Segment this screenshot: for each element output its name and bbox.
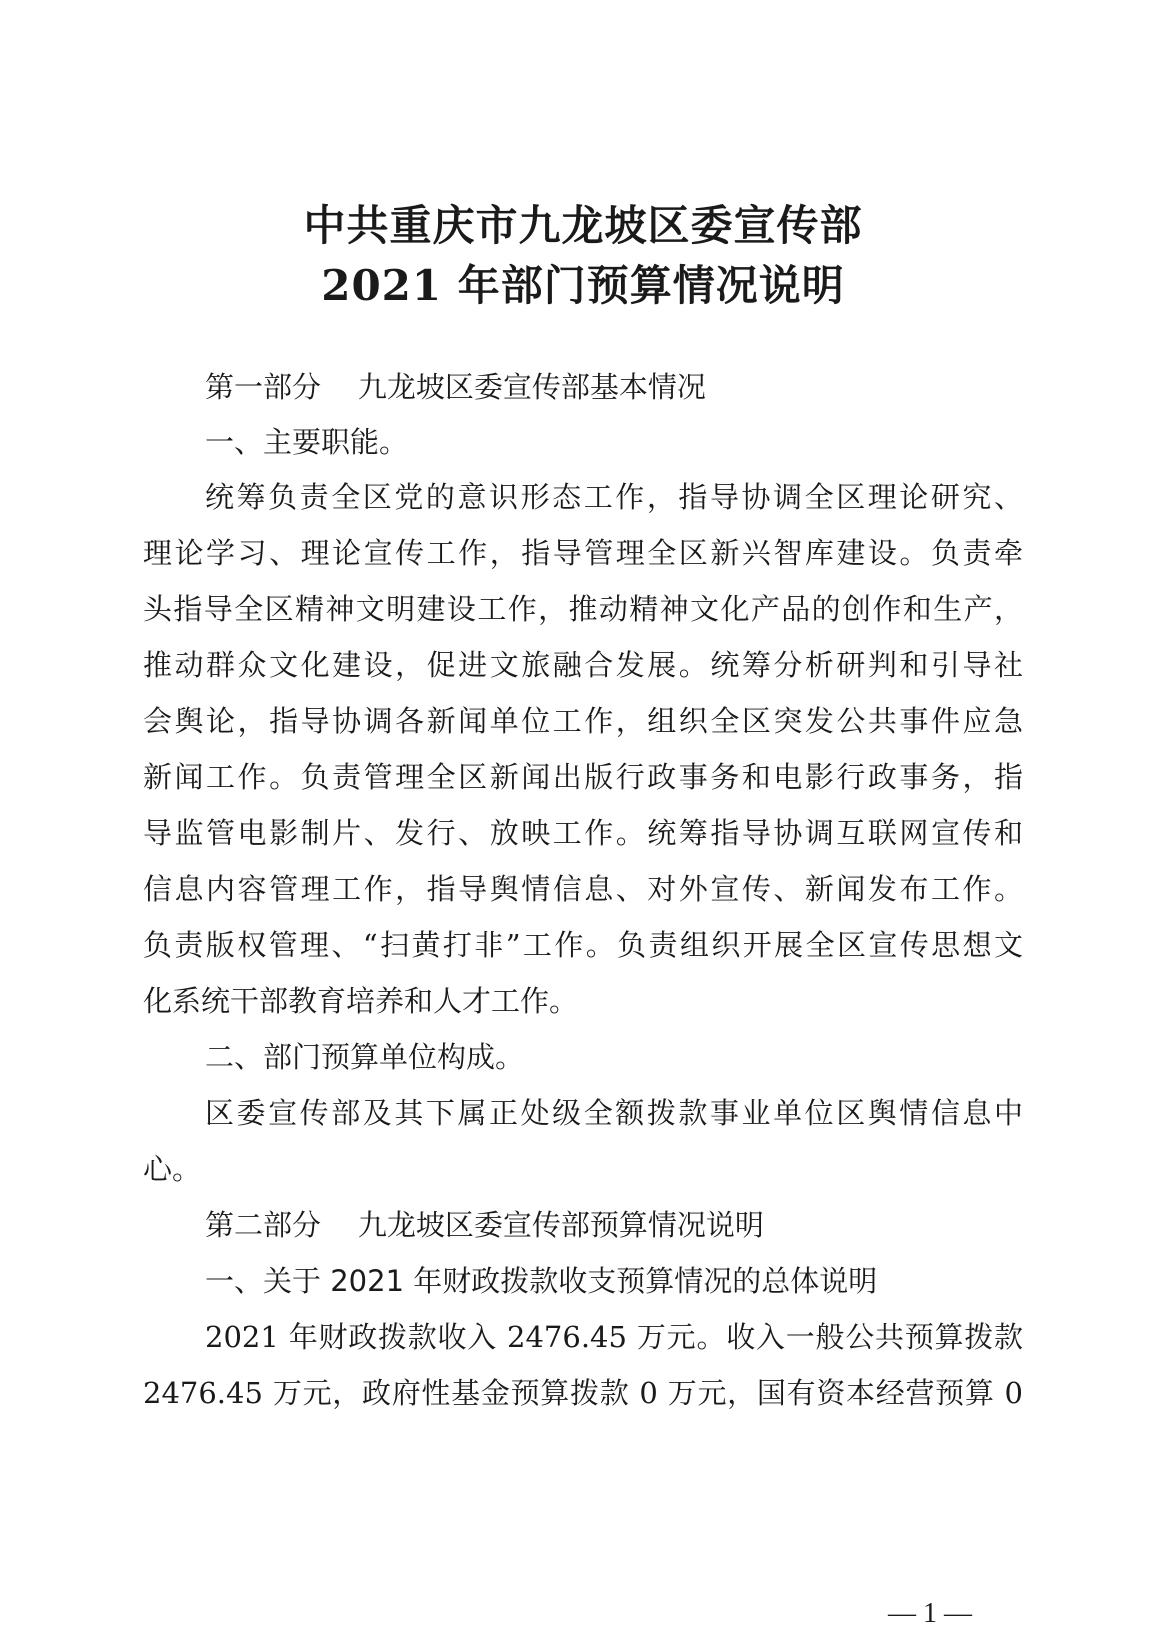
part1-section2-heading: 二、部门预算单位构成。 (205, 1040, 525, 1074)
paragraph-line: 2021 年财政拨款收入 2476.45 万元。收入一般公共预算拨款 (205, 1320, 1023, 1354)
paragraph-line: 理论学习、理论宣传工作，指导管理全区新兴智库建设。负责牵 (143, 536, 1023, 570)
paragraph-line: 统筹负责全区党的意识形态工作，指导协调全区理论研究、 (205, 480, 1023, 514)
paragraph-line: 导监管电影制片、发行、放映工作。统筹指导协调互联网宣传和 (143, 816, 1023, 850)
document-title-line1: 中共重庆市九龙坡区委宣传部 (303, 201, 863, 250)
paragraph-line: 2476.45 万元，政府性基金预算拨款 0 万元，国有资本经营预算 0 (143, 1376, 1023, 1410)
paragraph-line: 新闻工作。负责管理全区新闻出版行政事务和电影行政事务，指 (143, 760, 1023, 794)
paragraph-line: 区委宣传部及其下属正处级全额拨款事业单位区舆情信息中 (205, 1096, 1023, 1130)
paragraph-line: 信息内容管理工作，指导舆情信息、对外宣传、新闻发布工作。 (143, 872, 1023, 906)
paragraph-line: 会舆论，指导协调各新闻单位工作，组织全区突发公共事件应急 (143, 704, 1023, 738)
part2-heading: 第二部分 九龙坡区委宣传部预算情况说明 (205, 1208, 764, 1242)
document-title-line2: 2021 年部门预算情况说明 (321, 261, 845, 310)
paragraph-line: 化系统干部教育培养和人才工作。 (143, 984, 579, 1018)
page-number: — 1 — (888, 1598, 972, 1629)
paragraph-line: 心。 (143, 1152, 202, 1186)
part2-section1-heading: 一、关于 2021 年财政拨款收支预算情况的总体说明 (205, 1264, 878, 1298)
part1-heading: 第一部分 九龙坡区委宣传部基本情况 (205, 370, 706, 404)
paragraph-line: 负责版权管理、“扫黄打非”工作。负责组织开展全区宣传思想文 (143, 928, 1023, 962)
paragraph-line: 头指导全区精神文明建设工作，推动精神文化产品的创作和生产， (143, 592, 1023, 626)
part1-section1-heading: 一、主要职能。 (205, 425, 409, 459)
paragraph-line: 推动群众文化建设，促进文旅融合发展。统筹分析研判和引导社 (143, 648, 1023, 682)
